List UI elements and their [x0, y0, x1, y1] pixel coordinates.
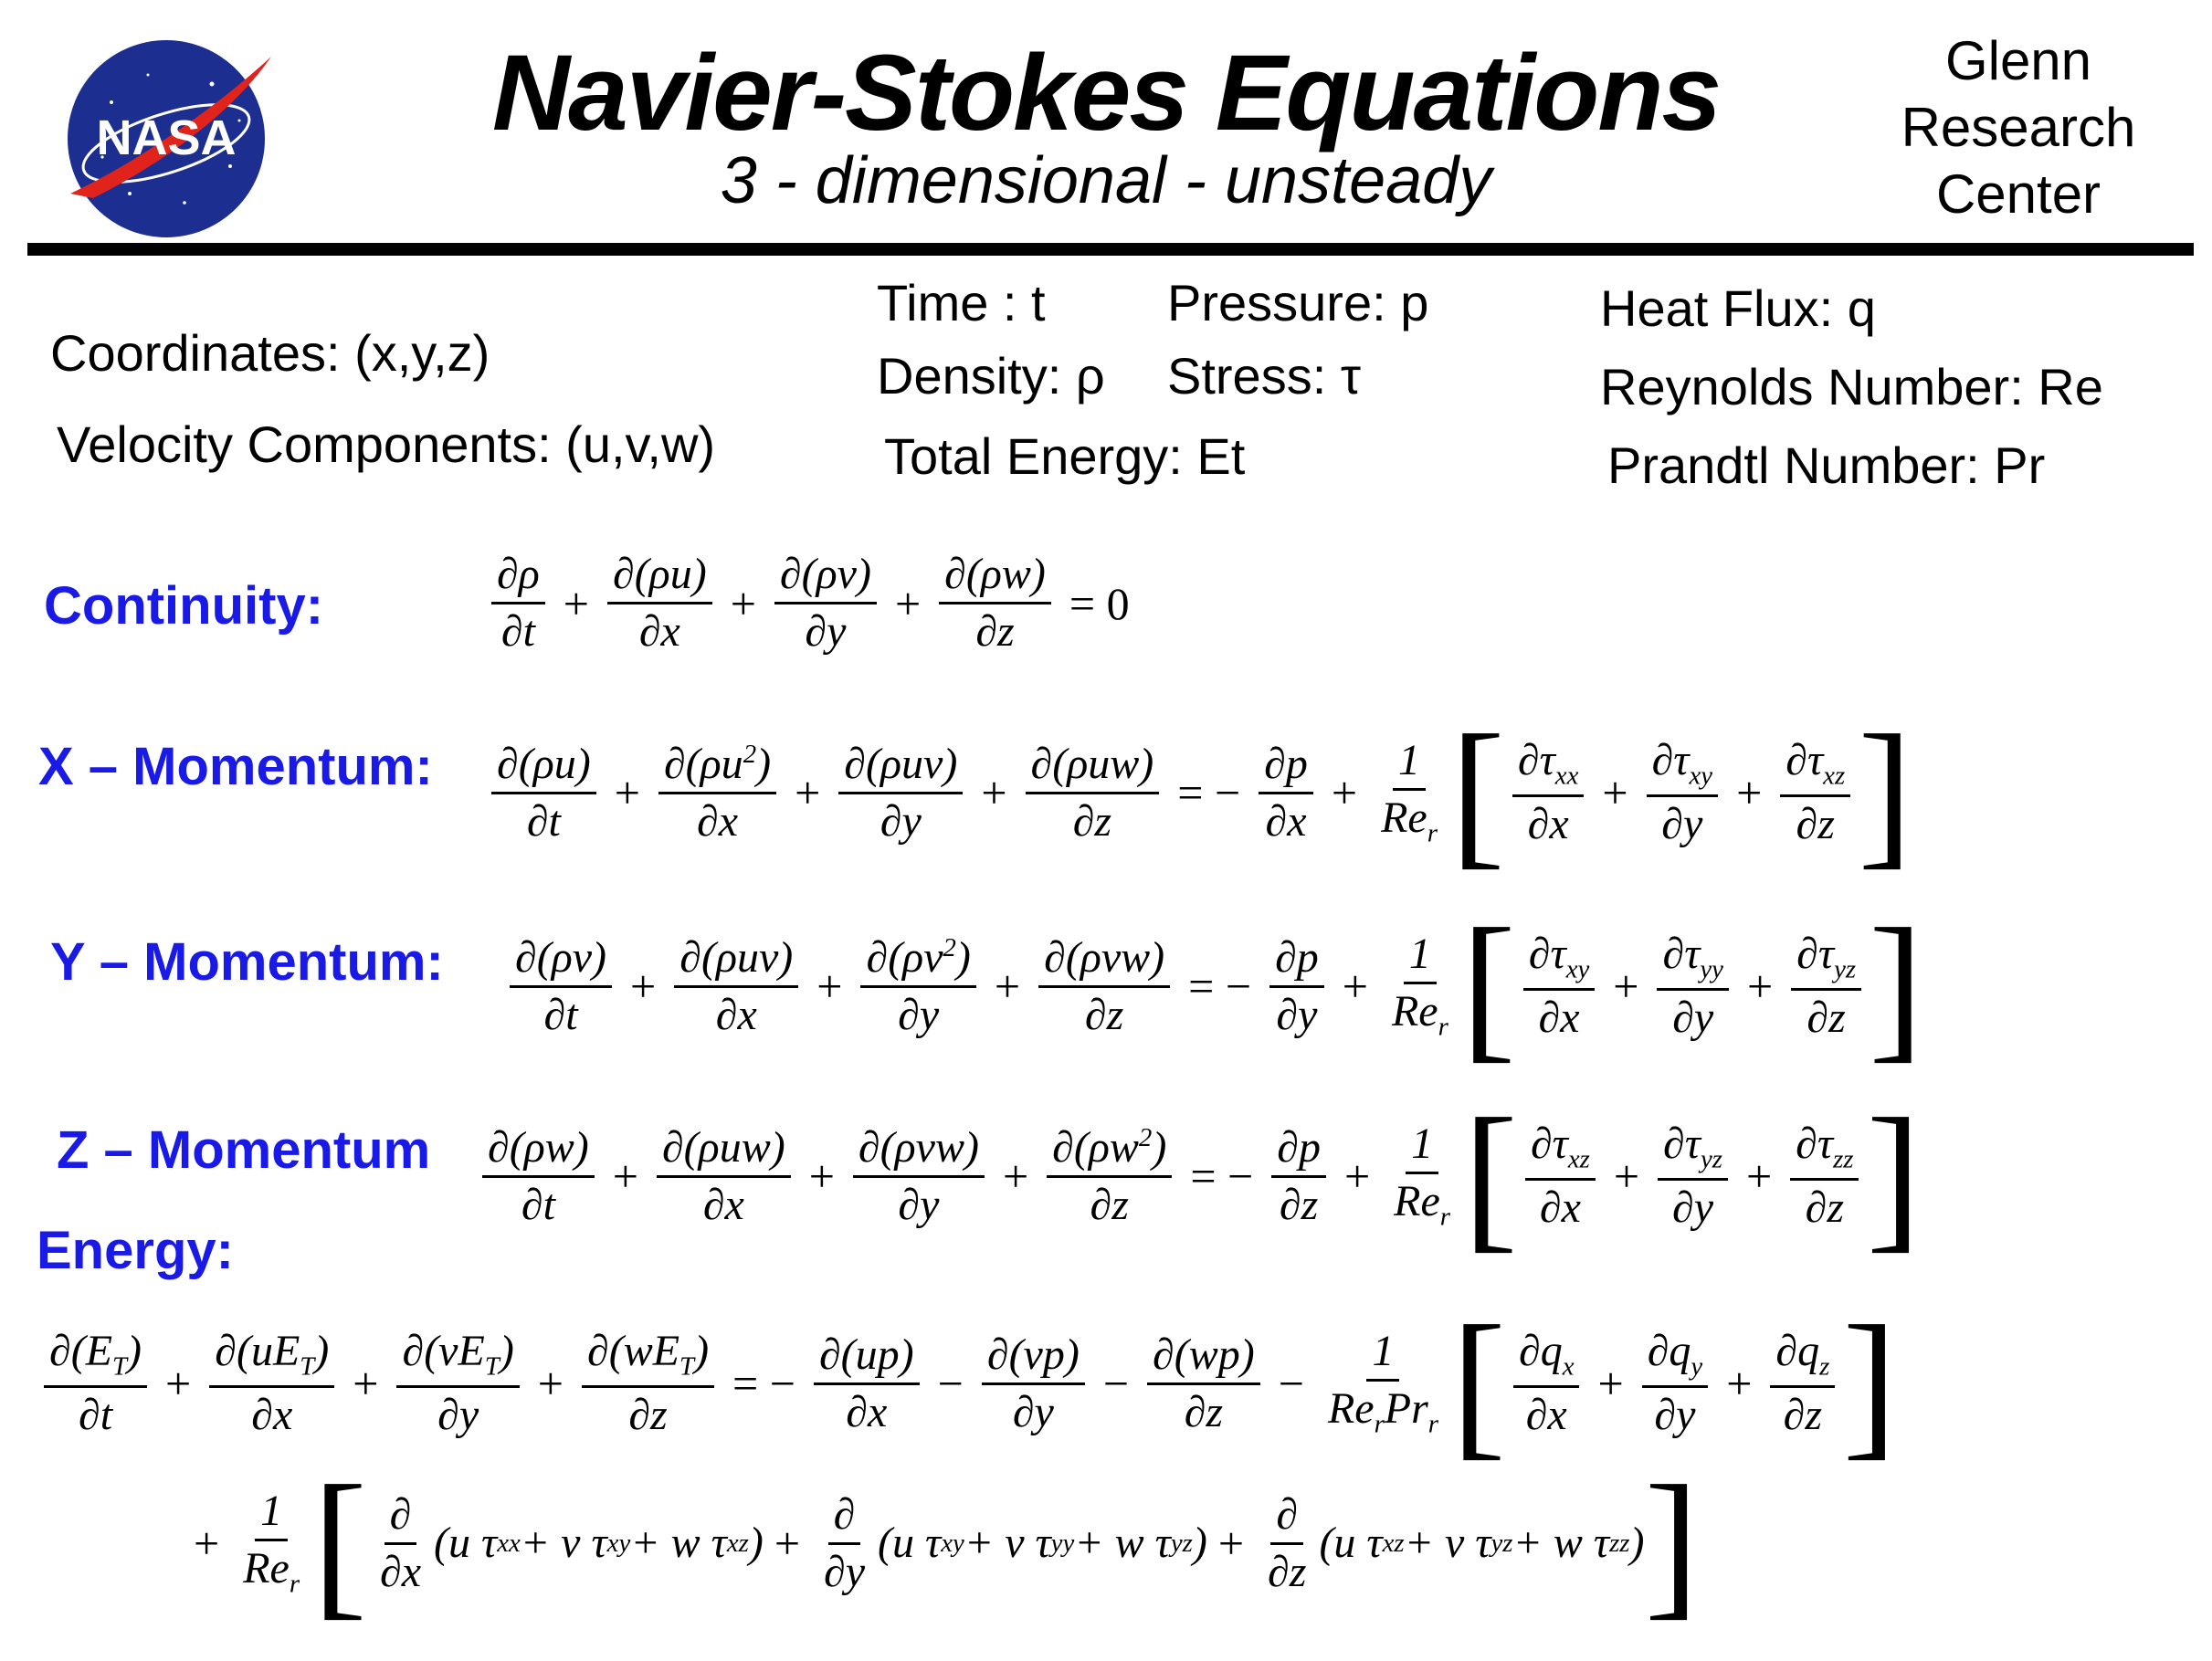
var-prandtl: Prandtl Number: Pr — [1607, 436, 2046, 494]
energy-equation-line-2: + $\frac{1}{Re_r}$ [ $\frac{\partial}{\partial x}$ (u τ xx + v τ xy + w τ xz ) + $\frac{\partial}{\partial y}$ (u τ xy + v τ yy + w τ yz ) + $\frac{\partial}{\partial z}$ (u τ xz + v τ yz + w τ zz ) ] — [194, 1452, 1700, 1634]
label-z-momentum: Z – Momentum — [57, 1120, 431, 1180]
var-coordinates: Coordinates: (x,y,z) — [50, 324, 490, 382]
label-continuity: Continuity: — [44, 576, 324, 636]
org-name — [1863, 27, 2174, 227]
continuity-equation: $\frac{\partial\rho}{\partial t}$ + $\frac{\partial(\rho u)}{\partial x}$ + $\frac{\partial(\rho v)}{\partial y}$ + $\frac{\partial(\rho w)}{\partial z}$ = 0 — [484, 552, 1141, 654]
z-momentum-equation: $\frac{\partial(\rho w)}{\partial t}$ + $\frac{\text{∂(ρuw)}}{\partial x}$ + $\frac{\text{∂(ρvw)}}{\partial y}$ + $\frac{\partial(\rho w^2)}{\partial z}$ = − $\frac{\partial p}{\partial z}$ + $\frac{1}{Re_r}$ [ $\frac{\partial\tau_{xz}}{\partial x}$ + $\frac{\partial\tau_{yz}}{\partial y}$ + $\frac{\partial\tau_{zz}}{\partial z}$ ] — [475, 1094, 1921, 1258]
var-density: Density: ρ — [877, 347, 1105, 405]
var-energy: Total Energy: Et — [884, 427, 1246, 485]
x-momentum-equation: $\frac{\partial(\rho u)}{\partial t}$ + $\frac{\partial(\rho u^2)}{\partial x}$ + $\frac{\text{∂(ρuv)}}{\partial y}$ + $\frac{\text{∂(ρuw)}}{\partial z}$ = − $\frac{\partial p}{\partial x}$ + $\frac{1}{Re_r}$ [ $\frac{\partial\tau_{xx}}{\partial x}$ + $\frac{\partial\tau_{xy}}{\partial y}$ + $\frac{\partial\tau_{xz}}{\partial z}$ ] — [484, 710, 1912, 875]
logo-text: NASA — [96, 110, 237, 165]
var-velocity: Velocity Components: (u,v,w) — [57, 415, 716, 473]
var-pressure: Pressure: p — [1167, 274, 1429, 331]
var-stress: Stress: τ — [1167, 347, 1361, 405]
page-subtitle: 3 - dimensional - unsteady — [720, 144, 1492, 217]
label-x-momentum: X – Momentum: — [38, 737, 433, 796]
var-heatflux: Heat Flux: q — [1600, 279, 1876, 337]
var-reynolds: Reynolds Number: Re — [1600, 358, 2103, 415]
org-line-3: Center — [1935, 163, 2101, 225]
org-line-1: Glenn — [1944, 30, 2092, 91]
var-time: Time : t — [877, 274, 1046, 331]
energy-equation-line-1: $\frac{\partial(E_T)}{\partial t}$ + $\frac{\partial(uE_T)}{\partial x}$ + $\frac{\partial(vE_T)}{\partial y}$ + $\frac{\partial(wE_T)}{\partial z}$ = − $\frac{\partial(up)}{\partial x}$ − $\frac{\partial(vp)}{\partial y}$ − $\frac{\partial(wp)}{\partial z}$ − $\frac{1}{Re_rPr_r}$ [ $\frac{\partial q_x}{\partial x}$ + $\frac{\partial q_y}{\partial y}$ + $\frac{\partial q_z}{\partial z}$ ] — [37, 1301, 1897, 1466]
header-divider — [27, 243, 2194, 256]
label-y-momentum: Y – Momentum: — [50, 932, 444, 992]
org-line-2: Research — [1901, 97, 2136, 158]
label-energy: Energy: — [37, 1221, 234, 1280]
y-momentum-equation: $\frac{\partial(\rho v)}{\partial t}$ + $\frac{\text{∂(ρuv)}}{\partial x}$ + $\frac{\partial(\rho v^2)}{\partial y}$ + $\frac{\text{∂(ρvw)}}{\partial z}$ = − $\frac{\partial p}{\partial y}$ + $\frac{1}{Re_r}$ [ $\frac{\partial\tau_{xy}}{\partial x}$ + $\frac{\partial\tau_{yy}}{\partial y}$ + $\frac{\partial\tau_{yz}}{\partial z}$ ] — [502, 904, 1923, 1068]
page-title: Navier-Stokes Equations — [491, 33, 1721, 153]
